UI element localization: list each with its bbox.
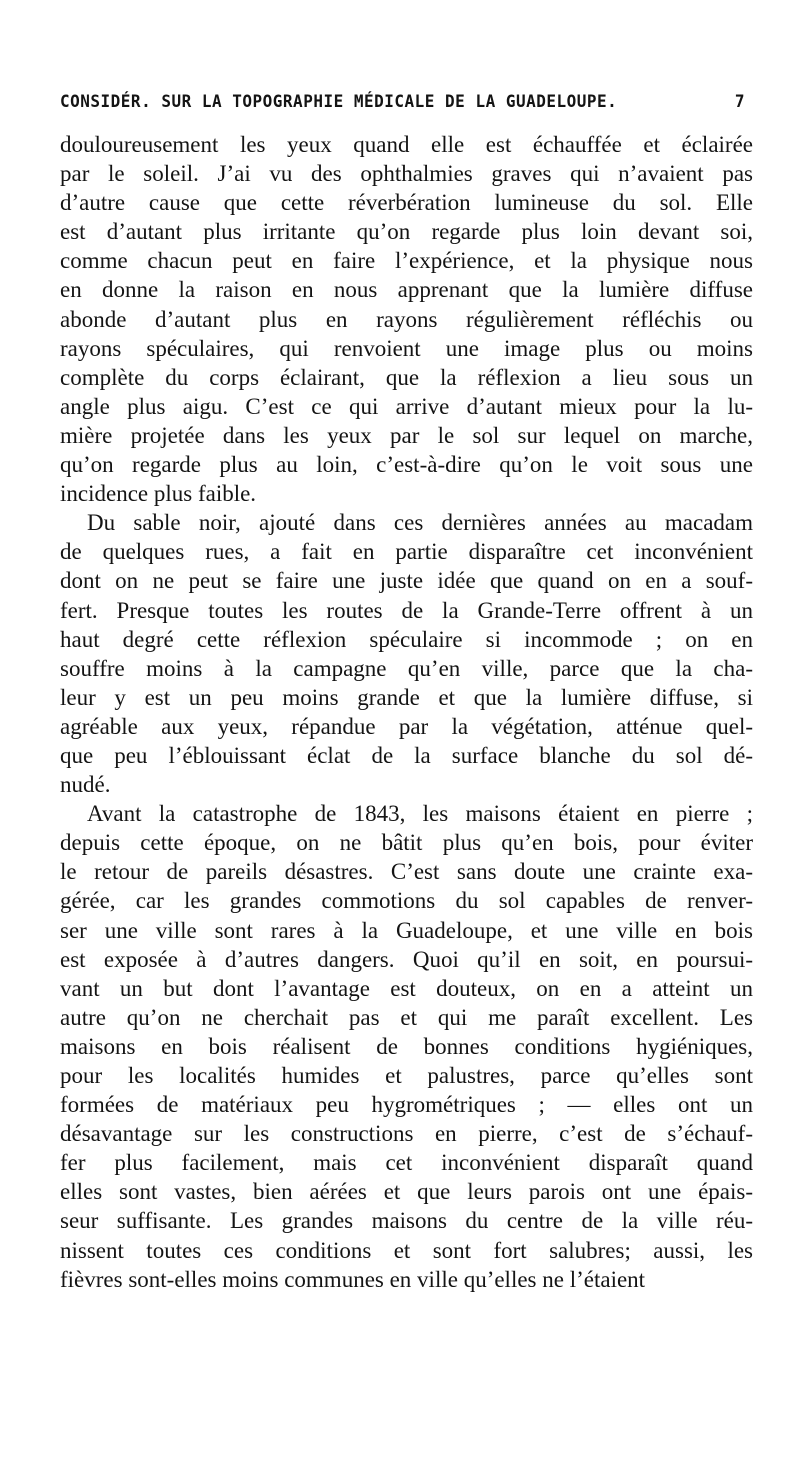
text-line: nudé. xyxy=(60,772,111,798)
text-line: formées de matériaux peu hygrométriques ; — elles ont un xyxy=(60,1092,753,1118)
text-line: souffre moins à la campagne qu’en ville, parce que la cha- xyxy=(60,655,753,681)
text-line: pour les localités humides et palustres, parce qu’elles sont xyxy=(60,1063,753,1088)
paragraph xyxy=(60,130,753,508)
text-line: de quelques rues, a fait en partie disparaître cet inconvénient xyxy=(60,539,753,565)
text-line: est exposée à d’autres dangers. Quoi qu’il en soit, en poursui- xyxy=(60,946,753,972)
text-line: gérée, car les grandes commotions du sol capables de renver- xyxy=(60,888,753,914)
body-text xyxy=(60,130,753,1294)
text-line: autre qu’on ne cherchait pas et qui me paraît excellent. Les xyxy=(60,1004,753,1030)
text-line: Avant la catastrophe de 1843, les maisons étaient en pierre ; xyxy=(87,801,753,827)
paragraph xyxy=(60,508,753,799)
text-line: nissent toutes ces conditions et sont fort salubres; aussi, les xyxy=(60,1237,753,1263)
text-line: agréable aux yeux, répandue par la végétation, atténue quel- xyxy=(60,713,753,739)
text-line: maisons en bois réalisent de bonnes conditions hygiéniques, xyxy=(60,1033,753,1059)
text-line: incidence plus faible. xyxy=(60,481,257,507)
text-line: d’autre cause que cette réverbération lumineuse du sol. Elle xyxy=(60,190,753,216)
text-line: comme chacun peut en faire l’expérience, et la physique nous xyxy=(60,248,753,274)
page-header xyxy=(60,91,745,121)
paragraph xyxy=(60,799,753,1294)
text-line: douloureusement les yeux quand elle est échauffée et éclairée xyxy=(60,132,753,157)
text-line: complète du corps éclairant, que la réflexion a lieu sous un xyxy=(60,364,753,390)
running-title: CONSIDÉR. SUR LA TOPOGRAPHIE MÉDICALE DE LA GUADELOUPE. xyxy=(60,90,618,112)
text-line: angle plus aigu. C’est ce qui arrive d’autant mieux pour la lu- xyxy=(60,393,753,419)
text-line: mière projetée dans les yeux par le sol sur lequel on marche, xyxy=(60,422,753,448)
text-line: que peu l’éblouissant éclat de la surface blanche du sol dé- xyxy=(60,742,753,768)
text-line: est d’autant plus irritante qu’on regarde plus loin devant soi, xyxy=(60,219,753,245)
text-line: seur suffisante. Les grandes maisons du centre de la ville réu- xyxy=(60,1208,753,1234)
text-line: haut degré cette réflexion spéculaire si incommode ; on en xyxy=(60,626,753,652)
text-line: fert. Presque toutes les routes de la Grande-Terre offrent à un xyxy=(60,597,753,623)
text-line: abonde d’autant plus en rayons régulièrement réfléchis ou xyxy=(60,306,753,332)
text-line: depuis cette époque, on ne bâtit plus qu’en bois, pour éviter xyxy=(60,830,753,856)
text-line: désavantage sur les constructions en pierre, c’est de s’échauf- xyxy=(60,1121,753,1147)
text-line: fièvres sont-elles moins communes en ville qu’elles ne l’étaient xyxy=(60,1266,646,1292)
text-line: dont on ne peut se faire une juste idée que quand on en a souf- xyxy=(60,568,753,594)
text-line: le retour de pareils désastres. C’est sans doute une crainte exa- xyxy=(60,859,753,885)
text-line: vant un but dont l’avantage est douteux, on en a atteint un xyxy=(60,975,753,1001)
text-line: ser une ville sont rares à la Guadeloupe, et une ville en bois xyxy=(60,917,753,943)
text-line: qu’on regarde plus au loin, c’est-à-dire qu’on le voit sous une xyxy=(60,452,753,478)
text-line: rayons spéculaires, qui renvoient une image plus ou moins xyxy=(60,335,753,361)
text-line: fer plus facilement, mais cet inconvénient disparaît quand xyxy=(60,1150,753,1176)
text-line: Du sable noir, ajouté dans ces dernières années au macadam xyxy=(87,510,753,536)
text-line: leur y est un peu moins grande et que la lumière diffuse, si xyxy=(60,684,753,710)
text-line: en donne la raison en nous apprenant que la lumière diffuse xyxy=(60,277,753,303)
text-line: par le soleil. J’ai vu des ophthalmies graves qui n’avaient pas xyxy=(60,161,753,187)
page-number: 7 xyxy=(734,90,745,112)
text-line: elles sont vastes, bien aérées et que leurs parois ont une épais- xyxy=(60,1179,753,1205)
